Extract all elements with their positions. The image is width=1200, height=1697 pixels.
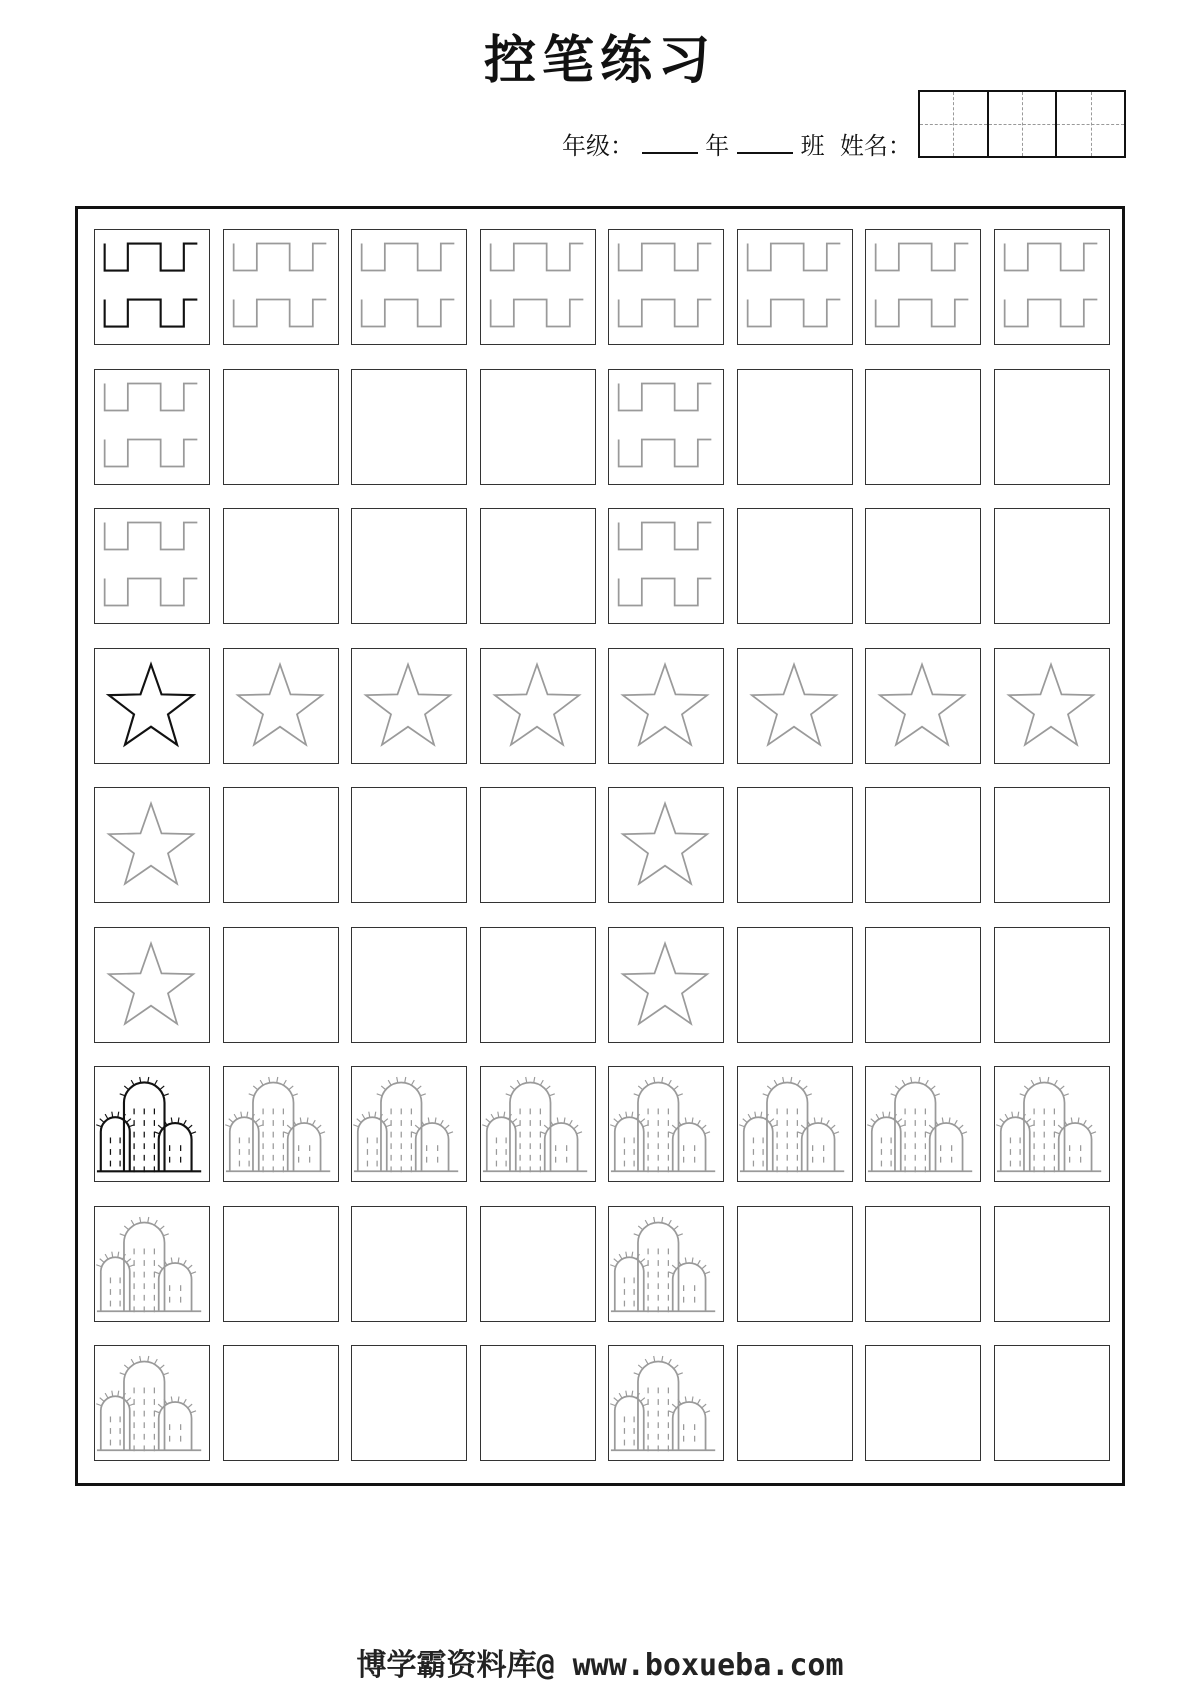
meander-trace-box[interactable] bbox=[608, 508, 724, 624]
grade-label: 年级： bbox=[562, 132, 634, 160]
student-info-line bbox=[562, 126, 912, 161]
blank-practice-box[interactable] bbox=[351, 787, 467, 903]
meander-pattern-icon bbox=[352, 230, 464, 342]
blank-practice-box[interactable] bbox=[351, 1206, 467, 1322]
blank-practice-box[interactable] bbox=[737, 508, 853, 624]
blank-practice-box[interactable] bbox=[994, 1345, 1110, 1461]
meander-pattern-icon bbox=[609, 509, 721, 621]
star-pattern-icon bbox=[95, 928, 207, 1040]
cactus-pattern-icon bbox=[95, 1346, 207, 1458]
star-trace-box[interactable] bbox=[223, 648, 339, 764]
meander-pattern-icon bbox=[95, 509, 207, 621]
blank-practice-box[interactable] bbox=[223, 787, 339, 903]
star-trace-box[interactable] bbox=[737, 648, 853, 764]
star-pattern-icon bbox=[481, 649, 593, 761]
meander-trace-box[interactable] bbox=[737, 229, 853, 345]
meander-pattern-icon bbox=[738, 230, 850, 342]
star-pattern-icon bbox=[995, 649, 1107, 761]
blank-practice-box[interactable] bbox=[737, 787, 853, 903]
star-pattern-icon bbox=[609, 928, 721, 1040]
blank-practice-box[interactable] bbox=[480, 369, 596, 485]
class-blank[interactable] bbox=[737, 130, 793, 154]
cactus-trace-box[interactable] bbox=[865, 1066, 981, 1182]
cactus-pattern-icon bbox=[481, 1067, 593, 1179]
blank-practice-box[interactable] bbox=[865, 1206, 981, 1322]
footer-watermark: 博学霸资料库@ www.boxueba.com bbox=[356, 1648, 844, 1683]
name-grid-cell[interactable] bbox=[1057, 92, 1124, 156]
meander-pattern-icon bbox=[481, 230, 593, 342]
meander-pattern-icon bbox=[95, 370, 207, 482]
blank-practice-box[interactable] bbox=[994, 508, 1110, 624]
grade-blank[interactable] bbox=[642, 130, 698, 154]
name-label: 姓名： bbox=[839, 132, 912, 160]
star-trace-box[interactable] bbox=[608, 787, 724, 903]
cactus-trace-box[interactable] bbox=[608, 1206, 724, 1322]
star-pattern-icon bbox=[609, 788, 721, 900]
blank-practice-box[interactable] bbox=[737, 927, 853, 1043]
cactus-pattern-icon bbox=[609, 1346, 721, 1458]
star-trace-box[interactable] bbox=[994, 648, 1110, 764]
name-writing-grid[interactable] bbox=[918, 90, 1126, 158]
star-trace-box[interactable] bbox=[608, 927, 724, 1043]
cactus-trace-box[interactable] bbox=[94, 1206, 210, 1322]
year-label: 年 bbox=[705, 132, 730, 160]
blank-practice-box[interactable] bbox=[480, 927, 596, 1043]
blank-practice-box[interactable] bbox=[994, 1206, 1110, 1322]
cactus-trace-box[interactable] bbox=[737, 1066, 853, 1182]
blank-practice-box[interactable] bbox=[480, 787, 596, 903]
meander-pattern-icon bbox=[995, 230, 1107, 342]
cactus-pattern-icon bbox=[995, 1067, 1107, 1179]
meander-trace-box[interactable] bbox=[480, 229, 596, 345]
practice-frame bbox=[75, 206, 1125, 1486]
name-grid-cell[interactable] bbox=[989, 92, 1058, 156]
meander-trace-box[interactable] bbox=[994, 229, 1110, 345]
blank-practice-box[interactable] bbox=[351, 369, 467, 485]
cactus-pattern-icon bbox=[352, 1067, 464, 1179]
blank-practice-box[interactable] bbox=[994, 787, 1110, 903]
cactus-trace-box[interactable] bbox=[223, 1066, 339, 1182]
meander-trace-box[interactable] bbox=[223, 229, 339, 345]
cactus-model-box[interactable] bbox=[94, 1066, 210, 1182]
cactus-pattern-icon bbox=[609, 1207, 721, 1319]
star-trace-box[interactable] bbox=[480, 648, 596, 764]
star-trace-box[interactable] bbox=[351, 648, 467, 764]
blank-practice-box[interactable] bbox=[351, 927, 467, 1043]
cactus-pattern-icon bbox=[609, 1067, 721, 1179]
blank-practice-box[interactable] bbox=[865, 787, 981, 903]
meander-trace-box[interactable] bbox=[865, 229, 981, 345]
blank-practice-box[interactable] bbox=[865, 1345, 981, 1461]
blank-practice-box[interactable] bbox=[994, 369, 1110, 485]
star-pattern-icon bbox=[95, 649, 207, 761]
name-grid-cell[interactable] bbox=[920, 92, 989, 156]
meander-pattern-icon bbox=[95, 230, 207, 342]
blank-practice-box[interactable] bbox=[865, 508, 981, 624]
cactus-trace-box[interactable] bbox=[351, 1066, 467, 1182]
cactus-trace-box[interactable] bbox=[608, 1066, 724, 1182]
cactus-trace-box[interactable] bbox=[94, 1345, 210, 1461]
blank-practice-box[interactable] bbox=[480, 1206, 596, 1322]
blank-practice-box[interactable] bbox=[351, 1345, 467, 1461]
blank-practice-box[interactable] bbox=[737, 1345, 853, 1461]
star-pattern-icon bbox=[95, 788, 207, 900]
star-trace-box[interactable] bbox=[865, 648, 981, 764]
meander-trace-box[interactable] bbox=[608, 369, 724, 485]
meander-trace-box[interactable] bbox=[94, 369, 210, 485]
cactus-pattern-icon bbox=[95, 1207, 207, 1319]
meander-pattern-icon bbox=[224, 230, 336, 342]
blank-practice-box[interactable] bbox=[480, 1345, 596, 1461]
cactus-trace-box[interactable] bbox=[480, 1066, 596, 1182]
star-trace-box[interactable] bbox=[94, 787, 210, 903]
blank-practice-box[interactable] bbox=[351, 508, 467, 624]
star-model-box[interactable] bbox=[94, 648, 210, 764]
blank-practice-box[interactable] bbox=[223, 369, 339, 485]
star-pattern-icon bbox=[224, 649, 336, 761]
cactus-trace-box[interactable] bbox=[994, 1066, 1110, 1182]
star-pattern-icon bbox=[352, 649, 464, 761]
blank-practice-box[interactable] bbox=[994, 927, 1110, 1043]
meander-trace-box[interactable] bbox=[608, 229, 724, 345]
blank-practice-box[interactable] bbox=[865, 927, 981, 1043]
meander-pattern-icon bbox=[609, 230, 721, 342]
meander-trace-box[interactable] bbox=[351, 229, 467, 345]
meander-pattern-icon bbox=[609, 370, 721, 482]
star-pattern-icon bbox=[609, 649, 721, 761]
blank-practice-box[interactable] bbox=[737, 1206, 853, 1322]
meander-pattern-icon bbox=[866, 230, 978, 342]
cactus-trace-box[interactable] bbox=[608, 1345, 724, 1461]
star-trace-box[interactable] bbox=[94, 927, 210, 1043]
blank-practice-box[interactable] bbox=[865, 369, 981, 485]
star-pattern-icon bbox=[738, 649, 850, 761]
cactus-pattern-icon bbox=[224, 1067, 336, 1179]
star-pattern-icon bbox=[866, 649, 978, 761]
blank-practice-box[interactable] bbox=[223, 1206, 339, 1322]
meander-trace-box[interactable] bbox=[94, 508, 210, 624]
meander-model-box[interactable] bbox=[94, 229, 210, 345]
class-label: 班 bbox=[800, 132, 825, 160]
star-trace-box[interactable] bbox=[608, 648, 724, 764]
cactus-pattern-icon bbox=[866, 1067, 978, 1179]
worksheet-title: 控笔练习 bbox=[483, 30, 716, 91]
blank-practice-box[interactable] bbox=[223, 927, 339, 1043]
blank-practice-box[interactable] bbox=[480, 508, 596, 624]
cactus-pattern-icon bbox=[95, 1067, 207, 1179]
blank-practice-box[interactable] bbox=[223, 1345, 339, 1461]
blank-practice-box[interactable] bbox=[223, 508, 339, 624]
blank-practice-box[interactable] bbox=[737, 369, 853, 485]
cactus-pattern-icon bbox=[738, 1067, 850, 1179]
